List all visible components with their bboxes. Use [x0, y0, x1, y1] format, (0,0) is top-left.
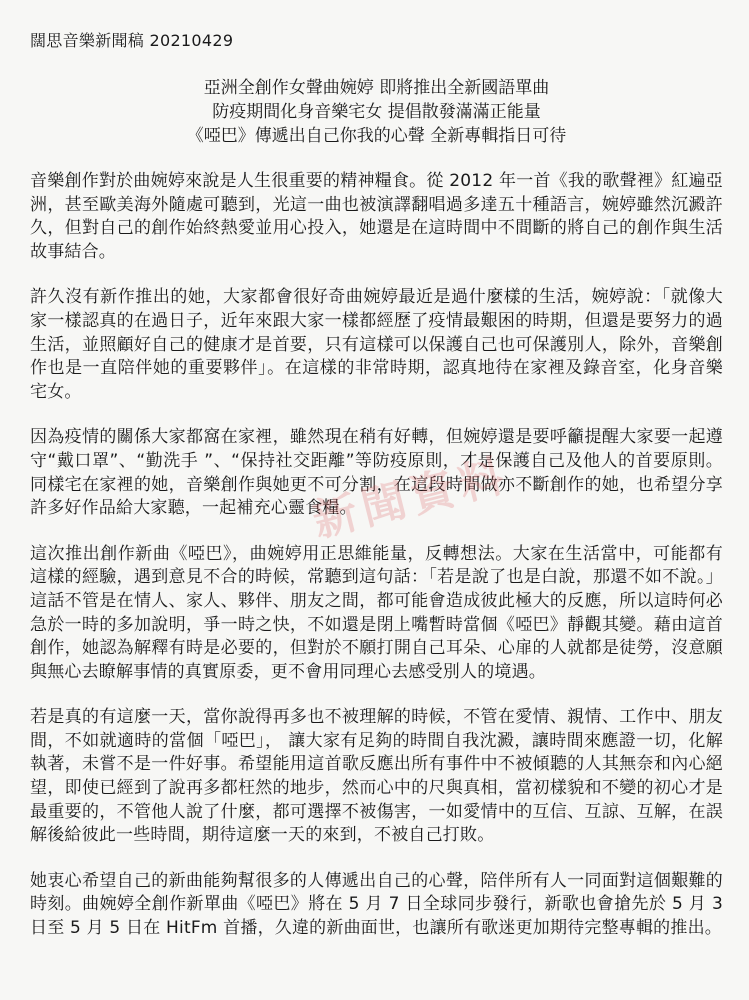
press-release-header: 闊思音樂新聞稿 20210429 — [30, 31, 234, 50]
paragraph-6: 她衷心希望自己的新曲能夠幫很多的人傳遞出自己的心聲，陪伴所有人一同面對這個艱難的時刻。曲婉婷全創作新單曲《啞巴》將在 5 月 7 日全球同步發行，新歌也會搶先於 5 月 3 日至 5 月 5 日在 HitFm 首播，久違的新曲面世，也讓所有歌迷更加期待完整專輯的推出。 — [30, 870, 723, 939]
paragraph-3: 因為疫情的關係大家都窩在家裡，雖然現在稍有好轉，但婉婷還是要呼籲提醒大家要一起遵守“戴口罩”、“勤洗手 ”、“保持社交距離”等防疫原則，才是保護自己及他人的首要原則。同樣宅在家裡的她，音樂創作與她更不可分割，在這段時間做亦不斷創作的她，也希望分享許多好作品給大家聽，一起補充心靈食糧。 — [30, 427, 723, 519]
paragraph-5: 若是真的有這麼一天，當你說得再多也不被理解的時候，不管在愛情、親情、工作中、朋友間，不如就適時的當個「啞巴」， 讓大家有足夠的時間自我沈澱，讓時間來應證一切，化解執著，未嘗不是一件好事。希望能用這首歌反應出所有事件中不被傾聽的人其無奈和內心絕望，即使已經到了說再多都枉然的地步，然而心中的尺與真相，當初樣貌和不變的初心才是最重要的，不管他人說了什麼，都可選擇不被傷害，一如愛情中的互信、互諒、互解，在誤解後給彼此一些時間，期待這麼一天的來到，不被自己打敗。 — [30, 707, 723, 846]
watermark-stamp: 新聞資料 — [307, 449, 515, 548]
headline-line-3: 《啞巴》傳遞出自己你我的心聲 全新專輯指日可待 — [186, 126, 567, 146]
paragraph-4: 這次推出創作新曲《啞巴》，曲婉婷用正思維能量，反轉想法。大家在生活當中，可能都有這樣的經驗，遇到意見不合的時候，常聽到這句話：「若是說了也是白說，那還不如不說。」這話不管是在情人、家人、夥伴、朋友之間，都可能會造成彼此極大的反應，所以這時何必急於一時的多加說明，爭一時之快，不如還是閉上嘴暫時當個《啞巴》靜觀其變。藉由這首創作，她認為解釋有時是必要的，但對於不願打開自己耳朵、心扉的人就都是徒勞，沒意願與無心去瞭解事情的真實原委，更不會用同理心去感受別人的境遇。 — [30, 543, 723, 682]
headline-line-2: 防疫期間化身音樂宅女 提倡散發滿滿正能量 — [212, 102, 541, 122]
paragraph-1: 音樂創作對於曲婉婷來說是人生很重要的精神糧食。從 2012 年一首《我的歌聲裡》紅遍亞洲，甚至歐美海外隨處可聽到，光這一曲也被演譯翻唱過多達五十種語言，婉婷雖然沉澱許久，但對自己的創作始終熱愛並用心投入，她還是在這時間中不間斷的將自己的創作與生活故事結合。 — [30, 171, 723, 262]
headline-line-1: 亞洲全創作女聲曲婉婷 即將推出全新國語單曲 — [203, 78, 550, 98]
headline-block — [30, 76, 723, 148]
paragraph-2: 許久沒有新作推出的她，大家都會很好奇曲婉婷最近是過什麼樣的生活，婉婷說：「就像大家一樣認真的在過日子，近年來跟大家一樣都經歷了疫情最艱困的時期，但還是要努力的過生活，並照顧好自己的健康才是首要，只有這樣可以保護自己也可保護別人，除外，音樂創作也是一直陪伴她的重要夥伴」。在這樣的非常時期，認真地待在家裡及錄音室，化身音樂宅女。 — [30, 287, 723, 402]
